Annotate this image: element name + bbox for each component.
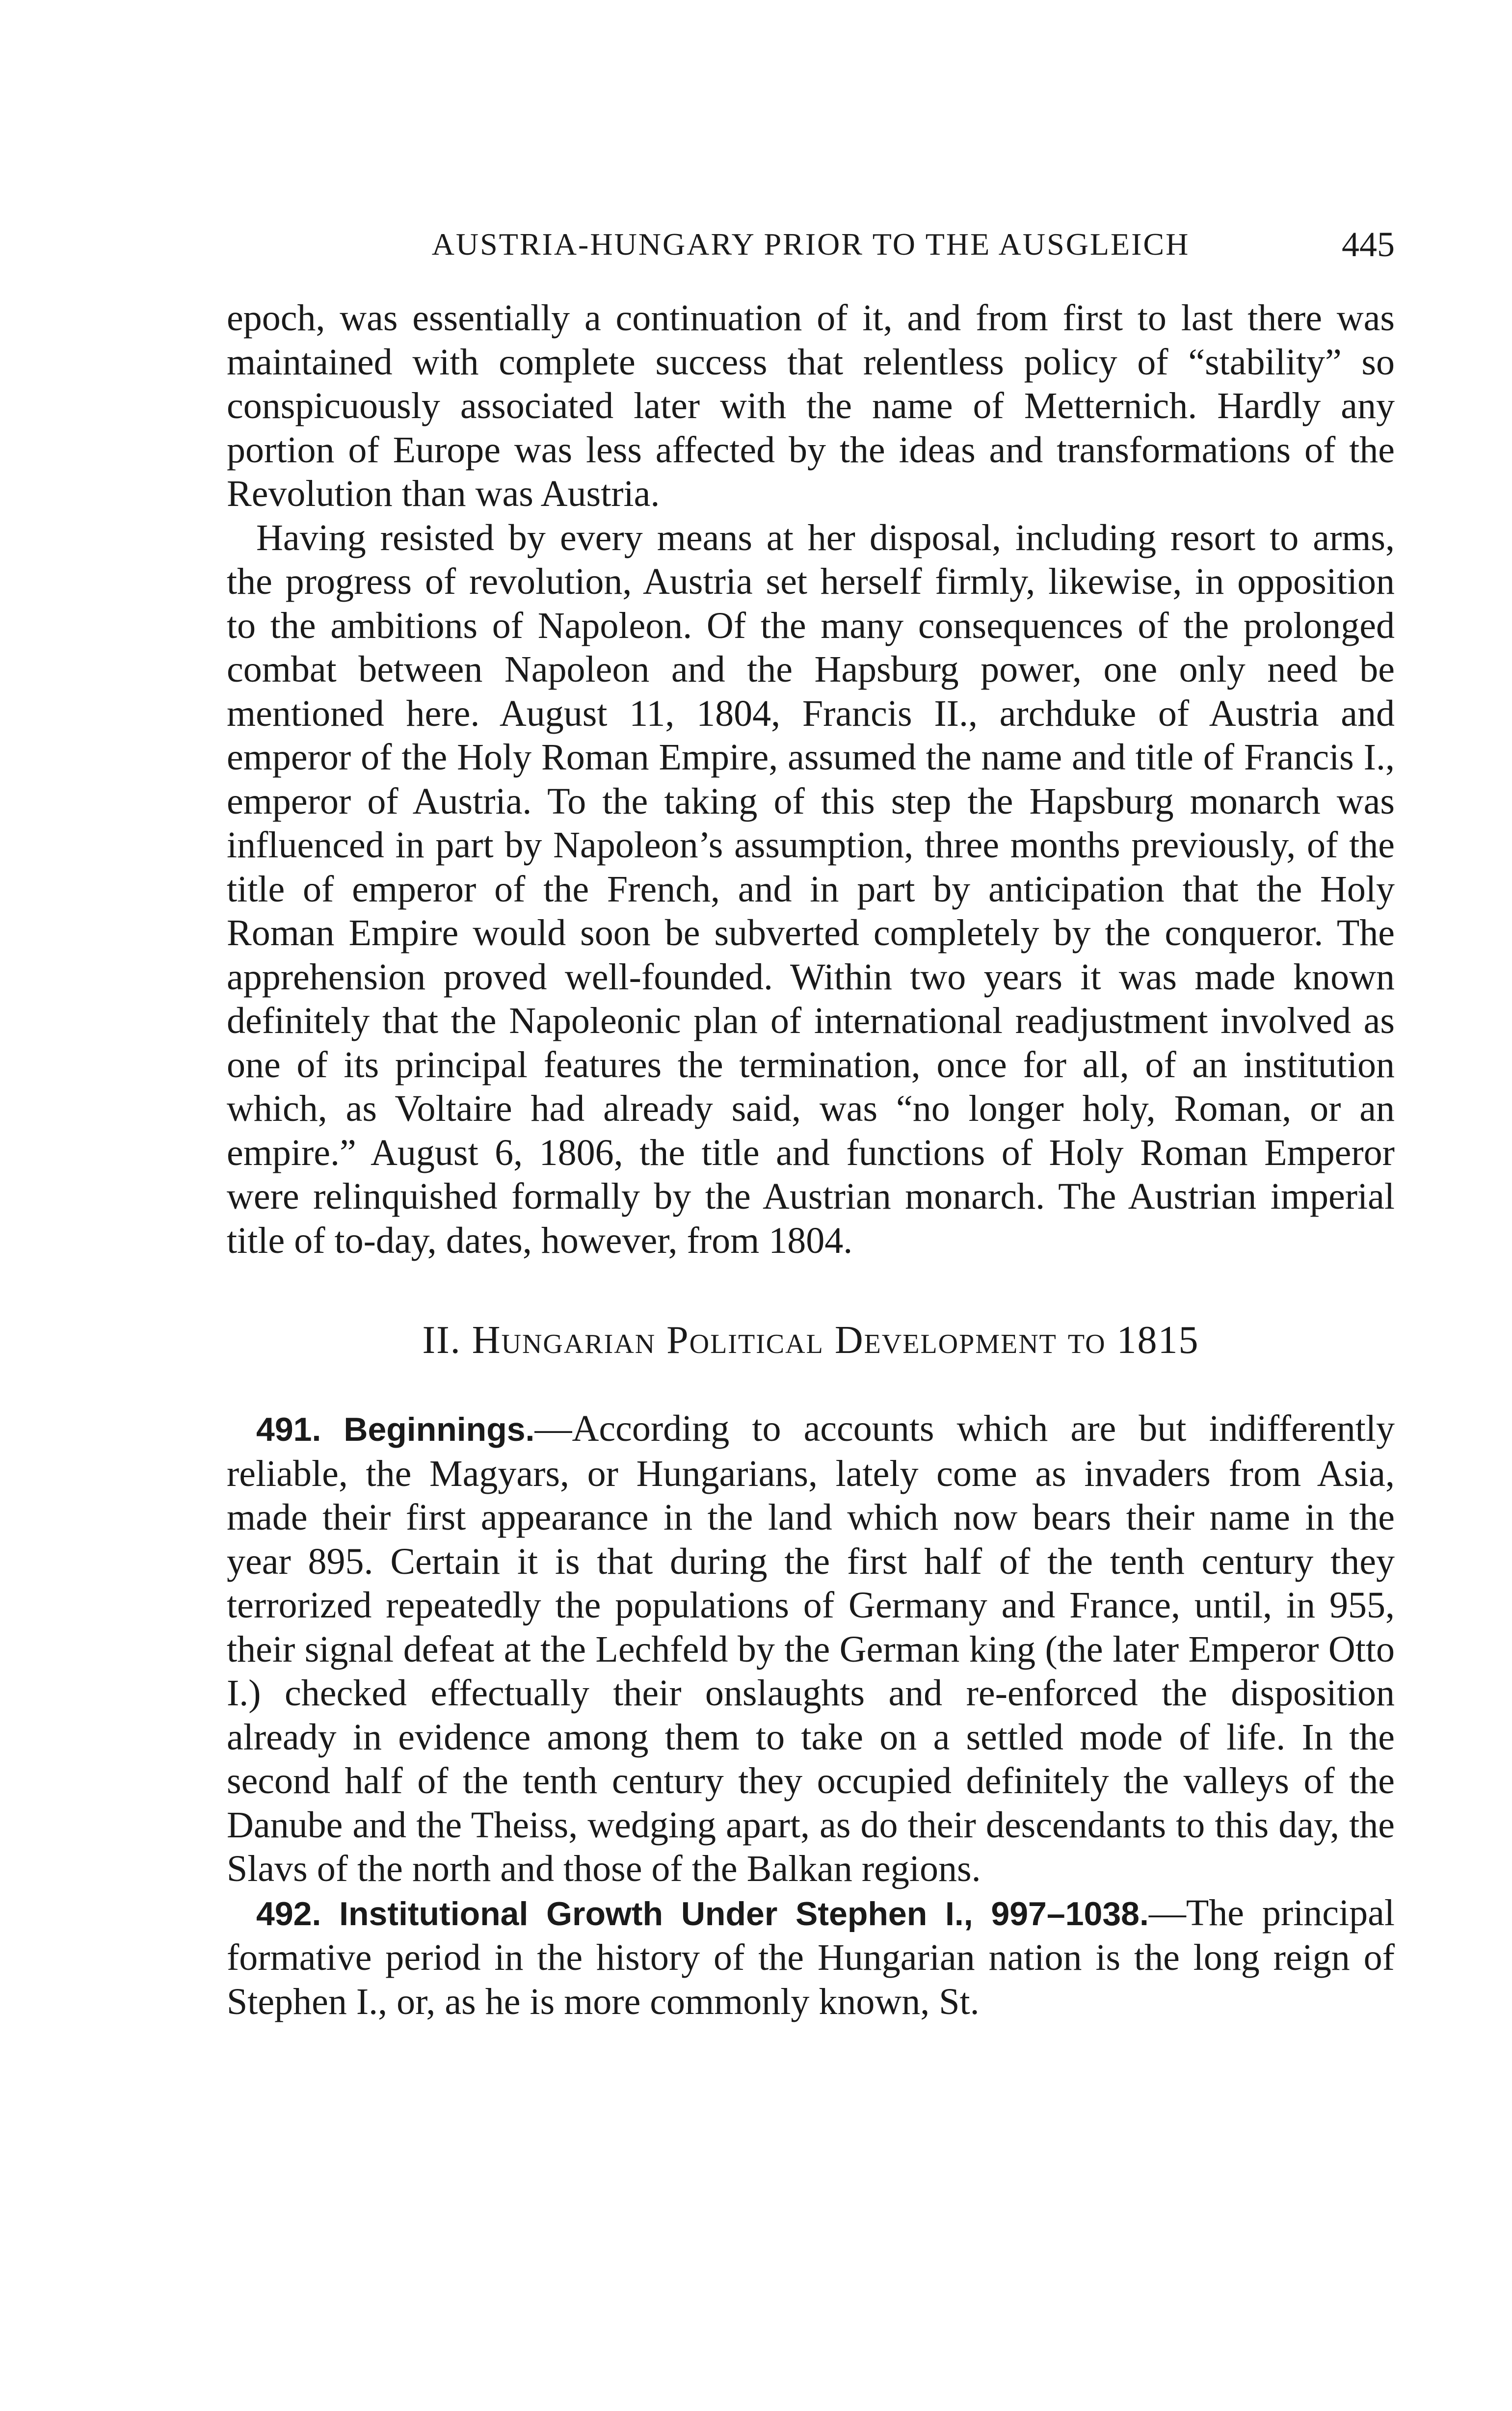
subsection-paragraph	[227, 1891, 1395, 2024]
body-text	[227, 296, 1395, 2024]
section-title-word: 1815	[1116, 1319, 1199, 1362]
section-heading	[227, 1316, 1395, 1365]
running-title: AUSTRIA-HUNGARY PRIOR TO THE AUSGLEICH	[431, 227, 1190, 262]
section-number: II.	[422, 1319, 461, 1362]
subsection-label: 491. Beginnings.	[256, 1411, 535, 1448]
section-title-word: to	[1067, 1319, 1106, 1362]
section-title-word: Development	[834, 1319, 1057, 1362]
running-head	[227, 220, 1395, 269]
paragraph: epoch, was essentially a continuation of it, and from first to last there was maintained with complete success that relentless policy of “stability” so conspicuously associated later with the name of Metternich. Hardly any portion of Europe was less affected by the ideas and transformations of the Revolution than was Austria.	[227, 297, 1395, 514]
paragraph: Having resisted by every means at her disposal, including resort to arms, the progress of revolution, Austria set herself firmly, likewise, in opposition to the ambitions of Napoleon. Of the many consequences of the prolonged combat between Napoleon and the Hapsburg power, one only need be mentioned here. August 11, 1804, Francis II., archduke of Austria and emperor of the Holy Roman Empire, assumed the name and title of Francis I., emperor of Austria. To the taking of this step the Hapsburg monarch was influenced in part by Napoleon’s assumption, three months previously, of the title of emperor of the French, and in part by anticipation that the Holy Roman Empire would soon be subverted completely by the conqueror. The apprehension proved well-founded. Within two years it was made known definitely that the Napoleonic plan of international readjustment involved as one of its principal features the termination, once for all, of an institution which, as Voltaire had already said, was “no longer holy, Roman, or an empire.” August 6, 1806, the title and functions of Holy Roman Emperor were relinquished formally by the Austrian monarch. The Austrian imperial title of to-day, dates, however, from 1804.	[227, 517, 1395, 1261]
page-number: 445	[1342, 225, 1395, 264]
subsection-label: 492. Institutional Growth Under Stephen I., 997–1038.	[256, 1895, 1149, 1933]
subsection-text: —The principal formative period in the history of the Hungarian nation is the long reign of Stephen I., or, as he is more commonly known, St.	[227, 1892, 1395, 2022]
subsection-paragraph	[227, 1407, 1395, 1891]
subsection-text: —According to accounts which are but indifferently reliable, the Magyars, or Hungarians, lately come as invaders from Asia, made their first appearance in the land which now bears their name in the year 895. Certain it is that during the first half of the tenth century they terrorized repeatedly the populations of Germany and France, until, in 955, their signal defeat at the Lechfeld by the German king (the later Emperor Otto I.) checked effectually their onslaughts and re-enforced the disposition already in evidence among them to take on a settled mode of life. In the second half of the tenth century they occupied definitely the valleys of the Danube and the Theiss, wedging apart, as do their descendants to this day, the Slavs of the north and those of the Balkan regions.	[227, 1408, 1395, 1889]
section-title-word: Political	[666, 1319, 824, 1362]
section-title-word: Hungarian	[472, 1319, 656, 1362]
